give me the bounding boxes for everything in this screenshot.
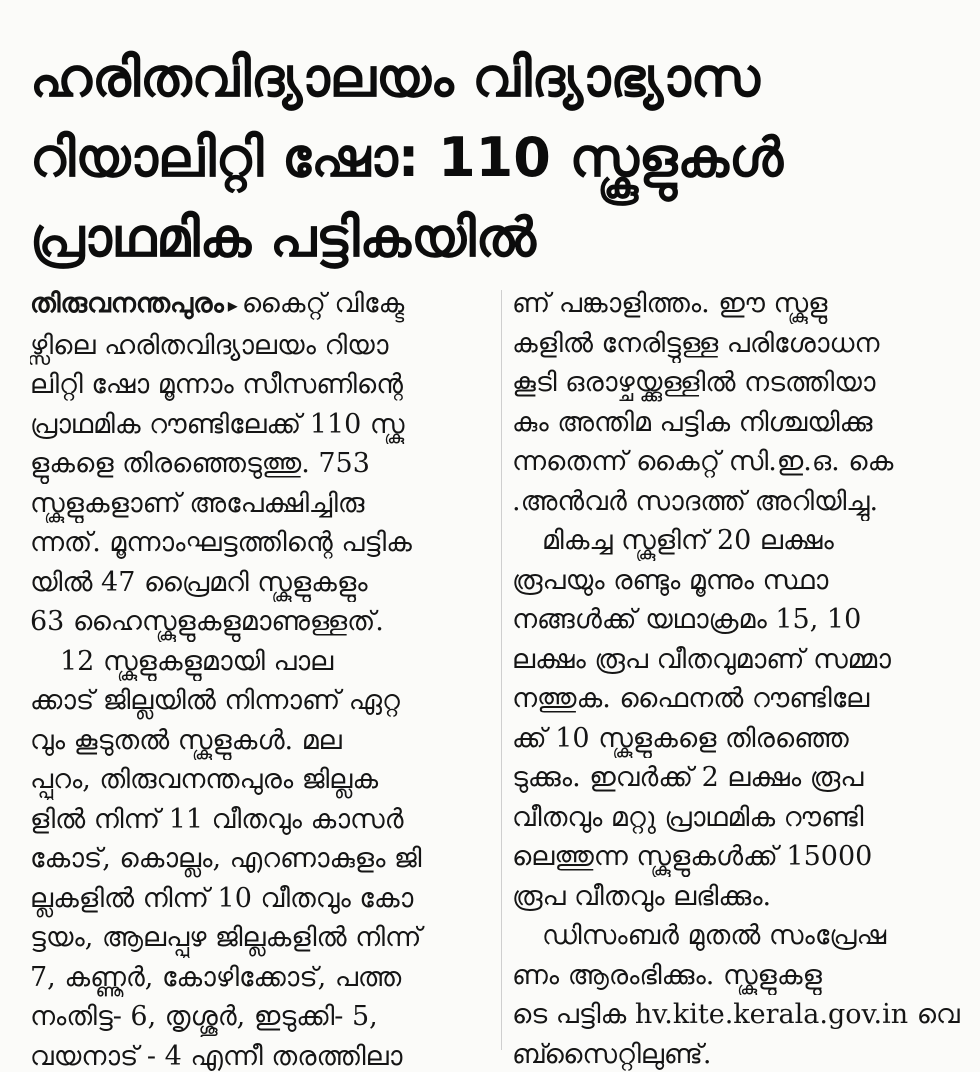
- body-line: ന്നതെന്ന് കൈറ്റ് സി.ഇ.ഒ. കെ: [512, 442, 964, 482]
- body-line: ളുകളെ തിരഞ്ഞെടുത്തു. 753: [30, 444, 492, 484]
- article-column-left: [30, 284, 492, 1076]
- headline-line: റിയാലിറ്റി ഷോ: 110 സ്കൂളുകൾ: [30, 118, 960, 198]
- body-line: കോട്, കൊല്ലം, എറണാകുളം ജി: [30, 839, 492, 879]
- body-line: മികച്ച സ്കൂളിന് 20 ലക്ഷം: [512, 521, 964, 561]
- body-line: ലെത്തുന്ന സ്കൂളുകൾക്ക് 15000: [512, 837, 964, 877]
- body-line: രൂപയും രണ്ടും മൂന്നും സ്ഥാ: [512, 561, 964, 601]
- body-line: ന്നത്. മൂന്നാംഘട്ടത്തിന്റെ പട്ടിക: [30, 523, 492, 563]
- body-line: .അൻവർ സാദത്ത് അറിയിച്ചു.: [512, 482, 964, 522]
- body-line: വീതവും മറ്റു പ്രാഥമിക റൗണ്ടി: [512, 798, 964, 838]
- body-line: [30, 284, 492, 326]
- body-line: യിൽ 47 പ്രൈമറി സ്കൂളുകളും: [30, 563, 492, 603]
- body-line: ക്കാട് ജില്ലയിൽ നിന്നാണ് ഏറ്റ: [30, 681, 492, 721]
- body-line: കൂടി ഒരാഴ്ചയ്ക്കുള്ളിൽ നടത്തിയാ: [512, 363, 964, 403]
- body-line: പ്രാഥമിക റൗണ്ടിലേക്ക് 110 സ്കൂ: [30, 405, 492, 445]
- body-line: ടുക്കും. ഇവർക്ക് 2 ലക്ഷം രൂപ: [512, 758, 964, 798]
- body-line: കളിൽ നേരിട്ടുള്ള പരിശോധന: [512, 324, 964, 364]
- body-line: ക്ക് 10 സ്കൂളുകളെ തിരഞ്ഞെ: [512, 719, 964, 759]
- body-line: ളിൽ നിന്ന് 11 വീതവും കാസർ: [30, 800, 492, 840]
- dateline: തിരുവനന്തപുരം: [30, 288, 224, 319]
- body-line-text: കൈറ്റ് വിക്ടേ: [242, 288, 404, 319]
- body-line: ണം ആരംഭിക്കും. സ്കൂളുകളു: [512, 956, 964, 996]
- dateline-arrow-icon: ▸: [224, 293, 242, 317]
- body-line: ടെ പട്ടിക hv.kite.kerala.gov.in വെ: [512, 995, 964, 1035]
- article-column-right: [512, 284, 964, 1074]
- body-line: ട്ടയം, ആലപ്പുഴ ജില്ലകളിൽ നിന്ന്: [30, 918, 492, 958]
- body-line: 63 ഹൈസ്കൂളുകളുമാണുള്ളത്.: [30, 602, 492, 642]
- body-line: ഡിസംബർ മുതൽ സംപ്രേഷ: [512, 916, 964, 956]
- body-line: ബ്സൈറ്റിലുണ്ട്.: [512, 1035, 964, 1075]
- body-line: ലക്ഷം രൂപ വീതവുമാണ് സമ്മാ: [512, 640, 964, 680]
- body-line: നത്തുക. ഫൈനൽ റൗണ്ടിലേ: [512, 679, 964, 719]
- body-line: പ്പുറം, തിരുവനന്തപുരം ജില്ലക: [30, 760, 492, 800]
- headline-line: പ്രാഥമിക പട്ടികയിൽ: [30, 198, 960, 278]
- body-line: 12 സ്കൂളുകളുമായി പാല: [30, 642, 492, 682]
- body-line: ലിറ്റി ഷോ മൂന്നാം സീസണിന്റെ: [30, 365, 492, 405]
- body-line: കും അന്തിമ പട്ടിക നിശ്ചയിക്കു: [512, 403, 964, 443]
- body-line: രൂപ വീതവും ലഭിക്കും.: [512, 877, 964, 917]
- body-line: വയനാട് - 4 എന്നീ തരത്തിലാ: [30, 1037, 492, 1076]
- body-line: വും കൂടുതൽ സ്കൂളുകൾ. മല: [30, 721, 492, 761]
- body-line: സ്കൂളുകളാണ് അപേക്ഷിച്ചിരു: [30, 484, 492, 524]
- body-line: 7, കണ്ണൂർ, കോഴിക്കോട്, പത്ത: [30, 958, 492, 998]
- headline-line: ഹരിതവിദ്യാലയം വിദ്യാഭ്യാസ: [30, 38, 960, 118]
- body-line: ണ് പങ്കാളിത്തം. ഈ സ്കൂളു: [512, 284, 964, 324]
- headline: [30, 38, 960, 278]
- body-line: നംതിട്ട- 6, തൃശ്ശൂർ, ഇടുക്കി- 5,: [30, 997, 492, 1037]
- body-line: ഴ്സിലെ ഹരിതവിദ്യാലയം റിയാ: [30, 326, 492, 366]
- body-line: നങ്ങൾക്ക് യഥാക്രമം 15, 10: [512, 600, 964, 640]
- body-line: ല്ലകളിൽ നിന്ന് 10 വീതവും കോ: [30, 879, 492, 919]
- column-divider: [501, 290, 502, 1050]
